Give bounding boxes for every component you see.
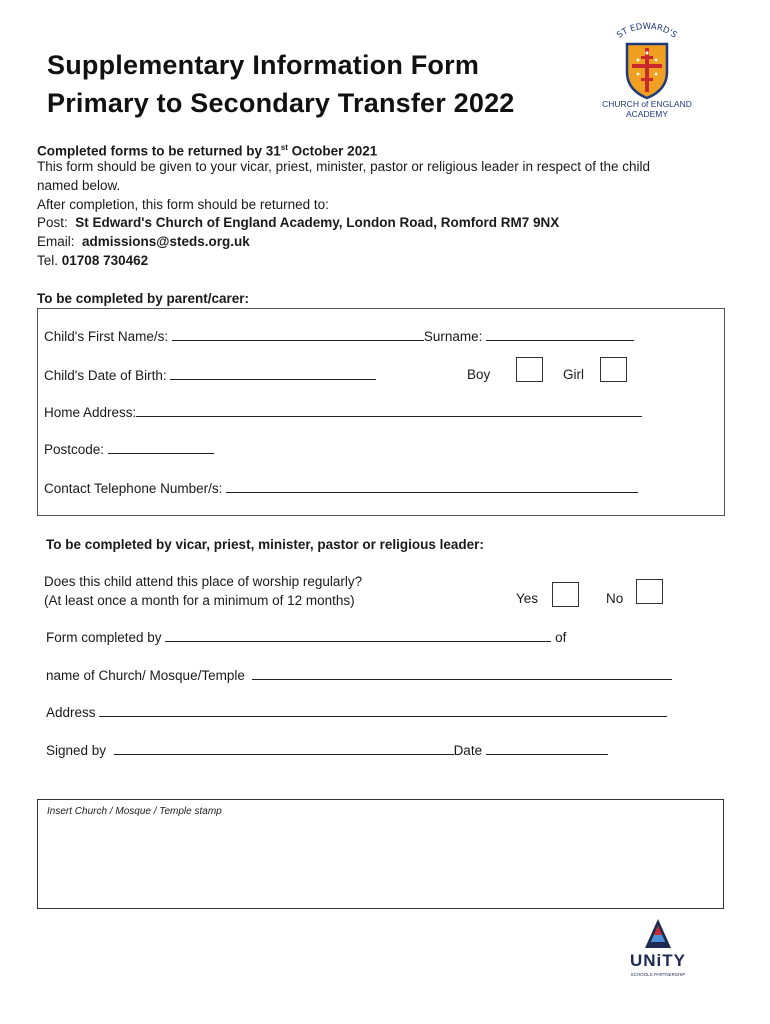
crest-line1: CHURCH of ENGLAND xyxy=(602,99,692,109)
signed-by-field[interactable]: Signed by Date xyxy=(46,742,608,758)
no-label: No xyxy=(606,591,624,606)
unity-tagline: SCHOOLS PARTNERSHIP xyxy=(630,972,686,977)
form-title-line2: Primary to Secondary Transfer 2022 xyxy=(47,88,515,118)
leader-section-heading: To be completed by vicar, priest, minister, pastor or religious leader: xyxy=(46,537,484,552)
postcode-field[interactable]: Postcode: xyxy=(44,441,214,457)
boy-label: Boy xyxy=(467,367,491,382)
yes-checkbox[interactable] xyxy=(552,582,579,607)
intro-line1: This form should be given to your vicar, priest, minister, pastor or religious leader in respect of the child xyxy=(37,159,651,174)
completed-by-field[interactable]: Form completed by of xyxy=(46,630,567,645)
attendance-question-line1: Does this child attend this place of worship regularly? xyxy=(44,574,363,589)
parent-section-heading: To be completed by parent/carer: xyxy=(37,291,250,306)
deadline-text: Completed forms to be returned by 31st October 2021 xyxy=(37,143,378,159)
contact-phone: Tel. 01708 730462 xyxy=(37,253,149,268)
stamp-label: Insert Church / Mosque / Temple stamp xyxy=(47,806,222,817)
contact-email: Email: admissions@steds.org.uk xyxy=(37,234,250,249)
form-title-line1: Supplementary Information Form xyxy=(47,50,480,80)
first-name-field[interactable]: Child's First Name/s: Surname: xyxy=(44,328,634,344)
crest-arc-text: ST EDWARD'S xyxy=(615,22,679,41)
unity-name: UNiTY xyxy=(630,951,686,970)
crest-line2: ACADEMY xyxy=(625,109,669,119)
girl-label: Girl xyxy=(563,367,584,382)
crest-name xyxy=(592,99,702,119)
intro-line3: After completion, this form should be returned to: xyxy=(37,197,329,212)
girl-checkbox[interactable] xyxy=(600,357,627,382)
phone-field[interactable]: Contact Telephone Number/s: xyxy=(44,480,638,496)
boy-checkbox[interactable] xyxy=(516,357,543,382)
post-address: Post: St Edward's Church of England Academy, London Road, Romford RM7 9NX xyxy=(37,215,560,230)
attendance-question-line2: (At least once a month for a minimum of 12 months) xyxy=(44,593,355,608)
yes-label: Yes xyxy=(516,591,539,606)
leader-address-field[interactable]: Address xyxy=(46,704,667,720)
dob-field[interactable]: Child's Date of Birth: xyxy=(44,367,376,383)
home-address-field[interactable]: Home Address: xyxy=(44,404,642,420)
intro-line2: named below. xyxy=(37,178,121,193)
unity-triangle-icon xyxy=(620,918,696,952)
school-crest-logo xyxy=(592,22,702,122)
unity-partnership-logo xyxy=(620,918,696,980)
stamp-box xyxy=(37,799,724,909)
no-checkbox[interactable] xyxy=(636,579,663,604)
church-name-field[interactable]: name of Church/ Mosque/Temple xyxy=(46,667,672,683)
